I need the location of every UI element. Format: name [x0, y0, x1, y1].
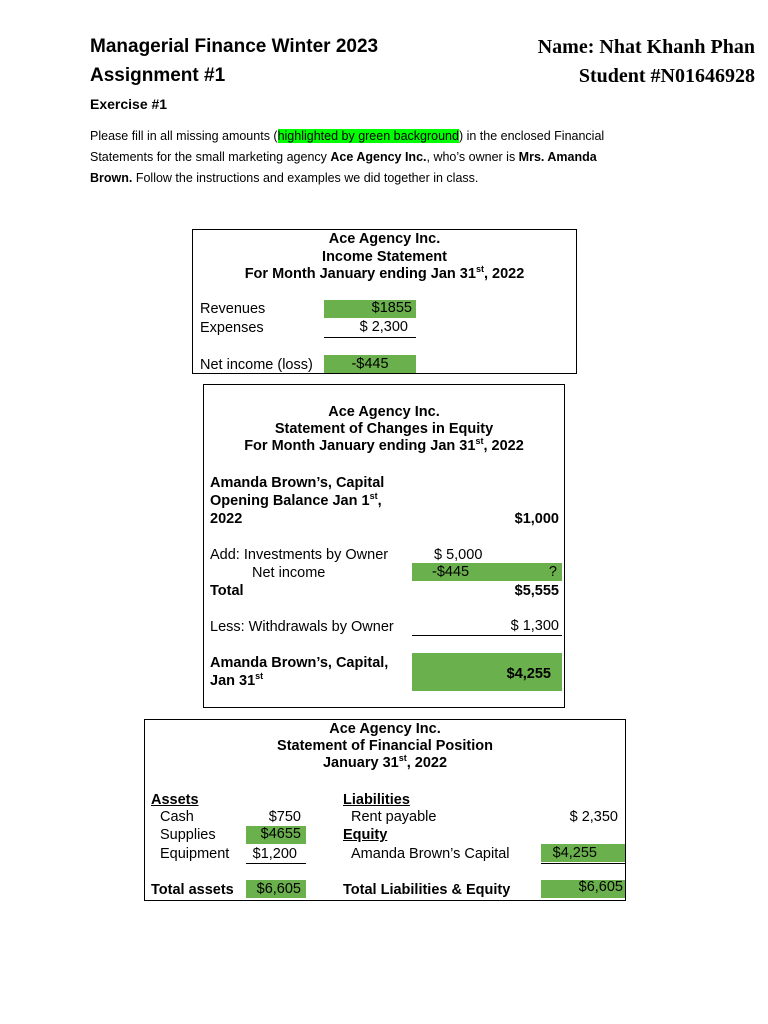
owner-name: Mrs. Amanda — [518, 150, 597, 164]
subtotal-line — [324, 337, 416, 338]
rent-label: Rent payable — [351, 809, 437, 825]
net-income-value: -$445 — [351, 356, 389, 372]
total-assets-value: $6,605 — [256, 881, 301, 897]
closing-capital-value: $4,255 — [506, 666, 551, 682]
position-date — [145, 755, 625, 771]
financial-position — [144, 719, 626, 901]
instructions-text: Statements for the small marketing agency — [90, 150, 331, 164]
student-number: Student #N01646928 — [578, 65, 755, 87]
exercise-title: Exercise #1 — [90, 96, 168, 112]
equity-statement — [203, 384, 565, 708]
closing-text: Jan 31 — [210, 673, 256, 689]
total-le-value: $6,605 — [578, 879, 623, 895]
equity-period — [204, 438, 564, 454]
instructions-line-1 — [90, 129, 604, 143]
closing-capital-line2 — [210, 673, 263, 689]
net-income-question: ? — [548, 564, 557, 580]
capital-sup: st — [369, 491, 378, 502]
withdrawals-value: $ 1,300 — [510, 618, 559, 634]
period-text: , 2022 — [483, 266, 525, 282]
closing-capital-line1: Amanda Brown’s, Capital, — [210, 655, 389, 671]
company-name: Ace Agency Inc. — [330, 150, 427, 164]
net-income-value: -$445 — [432, 564, 470, 580]
income-period — [193, 266, 576, 282]
date-sup: st — [398, 753, 407, 764]
period-text: , 2022 — [483, 438, 524, 454]
withdrawals-label: Less: Withdrawals by Owner — [210, 619, 394, 635]
investments-label: Add: Investments by Owner — [210, 547, 389, 563]
income-company: Ace Agency Inc. — [328, 231, 441, 247]
owner-name: Brown. — [90, 171, 133, 185]
income-title: Income Statement — [322, 249, 447, 265]
date-text: , 2022 — [406, 755, 448, 771]
rent-value: $ 2,350 — [569, 809, 618, 825]
capital-heading-line1: Amanda Brown’s, Capital — [210, 475, 385, 491]
total-value: $5,555 — [514, 583, 559, 599]
total-le-label: Total Liabilities & Equity — [343, 882, 511, 898]
subtotal-line — [412, 635, 562, 636]
equipment-label: Equipment — [160, 846, 230, 862]
equipment-value: $1,200 — [252, 846, 297, 862]
period-text: For Month January ending Jan 31 — [244, 438, 476, 454]
instructions-line-2 — [90, 150, 597, 164]
expenses-label: Expenses — [200, 320, 264, 336]
period-text: For Month January ending Jan 31 — [244, 266, 476, 282]
cash-value: $750 — [268, 809, 301, 825]
position-title: Statement of Financial Position — [277, 738, 493, 754]
total-assets-label: Total assets — [151, 882, 234, 898]
equity-heading: Equity — [343, 827, 388, 843]
student-name: Name: Nhat Khanh Phan — [537, 36, 755, 58]
closing-sup: st — [255, 671, 264, 682]
instructions-line-3 — [90, 171, 478, 185]
capital-text: , — [377, 493, 382, 509]
investments-value: $ 5,000 — [434, 547, 483, 563]
assets-heading: Assets — [151, 792, 199, 808]
date-text: January 31 — [322, 755, 399, 771]
supplies-label: Supplies — [160, 827, 216, 843]
instructions-text: Follow the instructions and examples we did together in class. — [132, 171, 479, 185]
instructions-text: ) in the enclosed Financial — [458, 129, 605, 143]
opening-balance-value: $1,000 — [514, 511, 559, 527]
subtotal-line — [246, 863, 306, 864]
instructions-text: , who’s owner is — [426, 150, 519, 164]
capital-value: $4,255 — [552, 845, 597, 861]
capital-text: Opening Balance Jan 1 — [210, 493, 370, 509]
highlight-text: highlighted by green background — [277, 129, 459, 143]
revenues-label: Revenues — [200, 301, 266, 317]
equity-company: Ace Agency Inc. — [328, 404, 440, 420]
course-title: Managerial Finance Winter 2023 — [90, 36, 379, 57]
net-income-label: Net income (loss) — [200, 357, 313, 373]
cash-label: Cash — [160, 809, 194, 825]
period-sup: st — [475, 264, 484, 275]
capital-heading-line2 — [210, 493, 382, 509]
total-label: Total — [210, 583, 244, 599]
liabilities-heading: Liabilities — [343, 792, 410, 808]
supplies-value: $4655 — [260, 826, 301, 842]
capital-label: Amanda Brown’s Capital — [351, 846, 510, 862]
net-income-label: Net income — [252, 565, 326, 581]
period-sup: st — [475, 436, 484, 447]
expenses-value: $ 2,300 — [359, 319, 408, 335]
assignment-title: Assignment #1 — [90, 65, 226, 86]
capital-heading-line3: 2022 — [210, 511, 243, 527]
income-statement — [192, 229, 577, 374]
subtotal-line — [541, 863, 625, 864]
revenues-value: $1855 — [371, 300, 412, 316]
position-company: Ace Agency Inc. — [329, 721, 441, 737]
equity-title: Statement of Changes in Equity — [274, 421, 494, 437]
instructions-text: Please fill in all missing amounts ( — [90, 129, 278, 143]
